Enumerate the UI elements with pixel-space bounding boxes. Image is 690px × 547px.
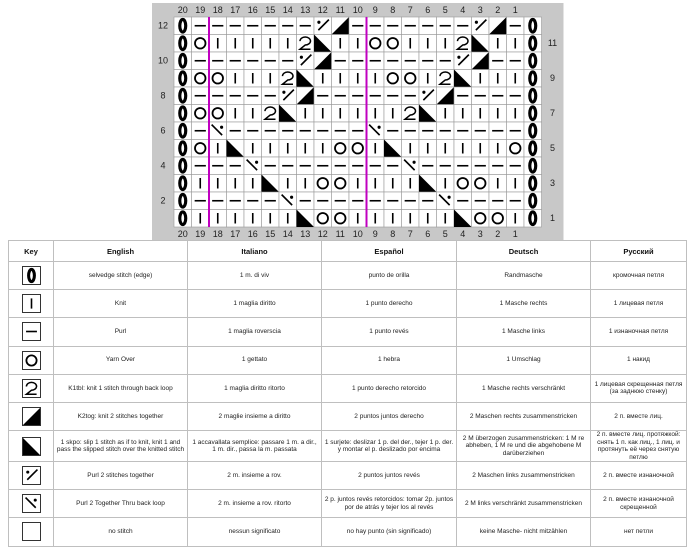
header-italiano: Italiano — [188, 241, 322, 262]
legend-text-es: 1 punto revés — [322, 318, 457, 346]
legend-text-it: 1 accavallata semplice: passare 1 m. a dir., 1 m. dir., passa la m. passata — [188, 431, 322, 462]
k1tbl-icon — [22, 379, 41, 398]
legend-text-de: 1 Masche rechts — [457, 290, 591, 318]
column-label-bottom: 12 — [317, 229, 328, 239]
column-label-top: 3 — [477, 5, 483, 15]
legend-text-it: nessun significato — [188, 518, 322, 546]
column-label-top: 9 — [372, 5, 378, 15]
legend-text-es: 1 punto derecho — [322, 290, 457, 318]
column-label-bottom: 20 — [177, 229, 188, 239]
legend-key-cell — [9, 402, 54, 430]
column-label-bottom: 2 — [495, 229, 501, 239]
legend-text-it: 1 maglia diritto — [188, 290, 322, 318]
column-label-top: 4 — [460, 5, 466, 15]
legend-row — [9, 431, 687, 462]
legend-row — [9, 290, 687, 318]
legend-text-de: 2 Maschen links zusammenstricken — [457, 462, 591, 490]
header-russian: Русский — [591, 241, 687, 262]
legend-text-it: 1 m. di viv — [188, 262, 322, 290]
knitting-chart — [0, 0, 690, 240]
column-label-bottom: 4 — [460, 229, 466, 239]
chart-svg — [0, 0, 690, 240]
legend-text-de: Randmasche — [457, 262, 591, 290]
column-label-bottom: 10 — [352, 229, 363, 239]
legend-text-ru: 2 п. вместе лиц. — [591, 402, 687, 430]
legend-text-de: keine Masche- nicht mitzählen — [457, 518, 591, 546]
legend-text-ru: нет петли — [591, 518, 687, 546]
column-label-bottom: 7 — [407, 229, 413, 239]
legend-key-cell — [9, 290, 54, 318]
legend-text-de: 2 M überzogen zusammenstricken: 1 M re abheben, 1 M re und die abgehobene M darüberziehen — [457, 431, 591, 462]
legend-text-de: 1 Masche links — [457, 318, 591, 346]
legend-text-es: punto de orilla — [322, 262, 457, 290]
row-label-left: 4 — [160, 160, 166, 171]
legend-text-es: 2 puntos juntos revés — [322, 462, 457, 490]
legend-row — [9, 318, 687, 346]
column-label-bottom: 19 — [195, 229, 206, 239]
legend-text-ru: 2 п. вместе изнаночной скрещенной — [591, 490, 687, 518]
column-label-bottom: 6 — [425, 229, 431, 239]
row-label-left: 6 — [160, 125, 166, 136]
column-label-top: 10 — [352, 5, 363, 15]
column-label-bottom: 16 — [247, 229, 258, 239]
row-label-right: 1 — [549, 212, 556, 223]
chart-cells — [174, 17, 542, 227]
legend-text-en: Purl 2 Together Thru back loop — [54, 490, 188, 518]
k2tog-icon — [22, 407, 41, 426]
legend-key-cell — [9, 490, 54, 518]
legend-row — [9, 490, 687, 518]
legend-text-it: 2 maglie insieme a diritto — [188, 402, 322, 430]
legend-text-en: Purl 2 stitches together — [54, 462, 188, 490]
legend-text-ru: 1 накид — [591, 346, 687, 374]
column-label-top: 5 — [442, 5, 448, 15]
row-label-right: 7 — [549, 107, 556, 118]
legend-body — [9, 262, 687, 547]
column-label-top: 18 — [212, 5, 223, 15]
legend-row — [9, 262, 687, 290]
column-label-bottom: 18 — [212, 229, 223, 239]
column-label-bottom: 3 — [477, 229, 483, 239]
column-label-top: 2 — [495, 5, 501, 15]
legend-text-en: K1tbl: knit 1 stitch through back loop — [54, 374, 188, 402]
legend-row — [9, 402, 687, 430]
column-label-top: 19 — [195, 5, 206, 15]
p2tog-icon — [22, 466, 41, 485]
column-label-top: 6 — [425, 5, 431, 15]
legend-text-ru: 1 изнаночная петля — [591, 318, 687, 346]
header-deutsch: Deutsch — [457, 241, 591, 262]
column-label-top: 7 — [407, 5, 413, 15]
column-label-top: 14 — [282, 5, 293, 15]
legend-text-es: 2 puntos juntos derecho — [322, 402, 457, 430]
header-key: Key — [9, 241, 54, 262]
legend-text-it: 2 m. insieme a rov. ritorto — [188, 490, 322, 518]
legend-row — [9, 346, 687, 374]
legend-text-ru: 1 лицевая петля — [591, 290, 687, 318]
legend-text-en: 1 skpo: slip 1 stitch as if to knit, knit 1 and pass the slipped stitch over the knitted stitch — [54, 431, 188, 462]
selvedge-icon — [22, 266, 41, 285]
row-label-right: 9 — [549, 72, 556, 83]
column-label-top: 8 — [390, 5, 396, 15]
legend-text-it: 1 maglia diritto ritorto — [188, 374, 322, 402]
column-label-bottom: 1 — [512, 229, 518, 239]
legend-text-it: 1 gettato — [188, 346, 322, 374]
legend-text-ru: кромочная петля — [591, 262, 687, 290]
legend-text-it: 1 maglia roverscia — [188, 318, 322, 346]
legend-text-es: 1 hebra — [322, 346, 457, 374]
purl-icon — [22, 322, 41, 341]
legend-row — [9, 462, 687, 490]
legend-key-cell — [9, 262, 54, 290]
legend-text-es: no hay punto (sin significado) — [322, 518, 457, 546]
column-label-bottom: 5 — [442, 229, 448, 239]
legend-text-ru: 1 лицевая скрещенная петля (за заднюю стенку) — [591, 374, 687, 402]
legend-text-en: Purl — [54, 318, 188, 346]
row-label-right: 3 — [549, 177, 556, 188]
legend-text-de: 2 M links verschränkt zusammenstricken — [457, 490, 591, 518]
row-label-right: 5 — [549, 142, 556, 153]
knit-icon — [22, 294, 41, 313]
skpo-icon — [22, 437, 41, 456]
legend-text-es: 2 p. juntos revés retorcidos: tomar 2p. juntos por de atrás y tejer los al revés — [322, 490, 457, 518]
column-label-bottom: 11 — [335, 229, 345, 239]
column-label-bottom: 13 — [300, 229, 311, 239]
legend-key-cell — [9, 346, 54, 374]
legend-text-it: 2 m. insieme a rov. — [188, 462, 322, 490]
legend-text-de: 1 Umschlag — [457, 346, 591, 374]
header-espanol: Español — [322, 241, 457, 262]
column-label-top: 15 — [265, 5, 276, 15]
legend-table — [8, 240, 687, 547]
column-label-top: 17 — [230, 5, 241, 15]
p2tog-tbl-icon — [22, 494, 41, 513]
yarn-over-icon — [22, 351, 41, 370]
legend-text-en: K2tog: knit 2 stitches together — [54, 402, 188, 430]
legend-text-en: Yarn Over — [54, 346, 188, 374]
column-label-top: 16 — [247, 5, 258, 15]
column-label-top: 1 — [512, 5, 518, 15]
legend-text-ru: 2 п. вместе изнаночной — [591, 462, 687, 490]
column-label-bottom: 9 — [372, 229, 378, 239]
legend-text-en: Knit — [54, 290, 188, 318]
legend-header-row — [9, 241, 687, 262]
column-label-bottom: 17 — [230, 229, 241, 239]
legend-key-cell — [9, 462, 54, 490]
row-label-left: 10 — [157, 55, 169, 66]
legend-key-cell — [9, 431, 54, 462]
column-label-top: 20 — [177, 5, 188, 15]
header-english: English — [54, 241, 188, 262]
row-label-right: 11 — [547, 37, 558, 48]
legend-text-es: 1 surjete: deslizar 1 p. del der., tejer 1 p. der. y montar el p. deslizado por encima — [322, 431, 457, 462]
column-label-top: 11 — [335, 5, 345, 15]
column-label-bottom: 8 — [390, 229, 396, 239]
legend-text-de: 1 Masche rechts verschränkt — [457, 374, 591, 402]
row-label-left: 8 — [160, 90, 166, 101]
row-label-left: 2 — [160, 195, 166, 206]
column-label-bottom: 14 — [282, 229, 293, 239]
legend-text-es: 1 punto derecho retorcido — [322, 374, 457, 402]
legend-key-cell — [9, 374, 54, 402]
legend-text-en: selvedge stitch (edge) — [54, 262, 188, 290]
legend-text-de: 2 Maschen rechts zusammenstricken — [457, 402, 591, 430]
legend-text-en: no stitch — [54, 518, 188, 546]
column-label-top: 13 — [300, 5, 311, 15]
column-label-top: 12 — [317, 5, 328, 15]
legend-key-cell — [9, 318, 54, 346]
legend-text-ru: 2 п. вместе лиц. протяжкой: снять 1 п. как лиц., 1 лиц. и протянуть её через снятую петлю — [591, 431, 687, 462]
legend-row — [9, 374, 687, 402]
column-label-bottom: 15 — [265, 229, 276, 239]
row-label-left: 12 — [157, 20, 169, 31]
